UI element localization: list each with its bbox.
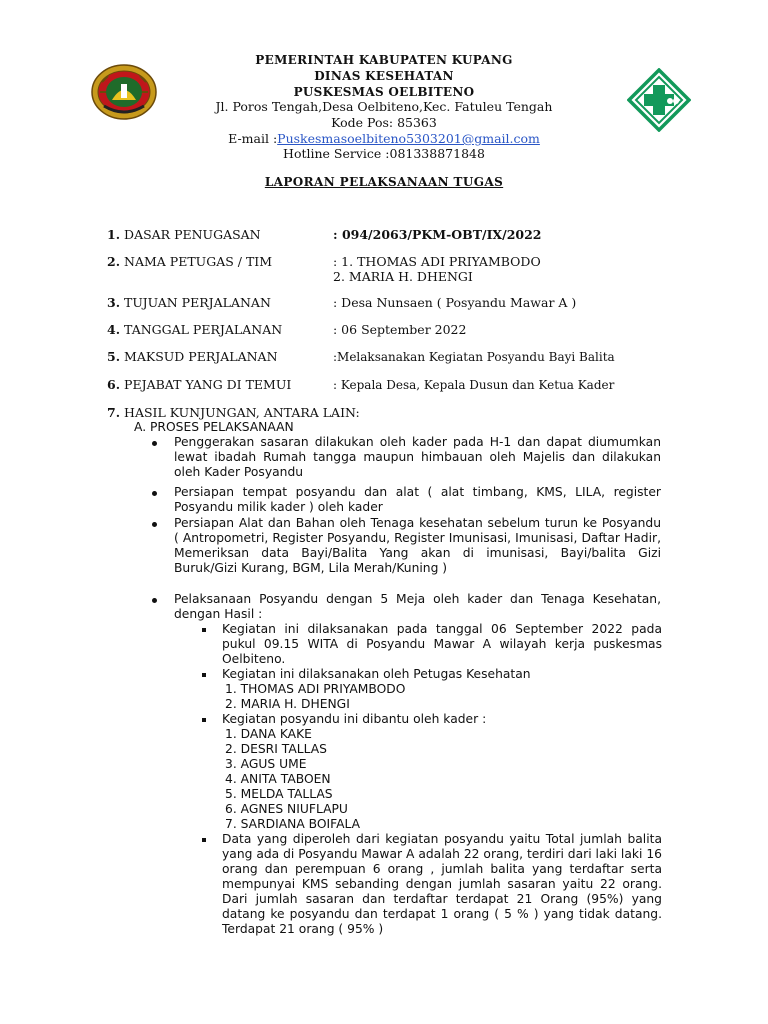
petugas-item: 1. THOMAS ADI PRIYAMBODO (225, 682, 406, 696)
header-hotline: Hotline Service :081338871848 (283, 146, 485, 161)
petugas-item: 2. MARIA H. DHENGI (225, 697, 350, 711)
sub-bullet-dibantu-kader: Kegiatan posyandu ini dibantu oleh kader : (222, 712, 487, 726)
kader-item: 3. AGUS UME (225, 757, 307, 771)
sub-bullet-square (202, 628, 206, 632)
value-maksud-perjalanan: :Melaksanakan Kegiatan Posyandu Bayi Balita (333, 350, 615, 364)
item-hasil-kunjungan: 7. HASIL KUNJUNGAN, ANTARA LAIN: (107, 405, 360, 420)
bullet-pelaksanaan-posyandu: Pelaksanaan Posyandu dengan 5 Meja oleh kader dan Tenaga Kesehatan, dengan Hasil : (174, 592, 661, 621)
header-postal-code: Kode Pos: 85363 (331, 115, 437, 130)
item-tujuan-perjalanan: 3. TUJUAN PERJALANAN (107, 295, 271, 310)
sub-bullet-petugas-kesehatan: Kegiatan ini dilaksanakan oleh Petugas Kesehatan (222, 667, 531, 681)
sub-bullet-tanggal-kegiatan: Kegiatan ini dilaksanakan pada tanggal 06 September 2022 pada pukul 09.15 WITA di Posyandu Mawar A wilayah kerja puskesmas Oelbiteno. (222, 622, 662, 666)
kader-item: 6. AGNES NIUFLAPU (225, 802, 348, 816)
value-tujuan-perjalanan: : Desa Nunsaen ( Posyandu Mawar A ) (333, 295, 577, 310)
bullet-dot (152, 598, 157, 603)
item-pejabat-ditemui: 6. PEJABAT YANG DI TEMUI (107, 377, 292, 392)
value-dasar-penugasan: : 094/2063/PKM-OBT/IX/2022 (333, 227, 542, 242)
subheading-proses-pelaksanaan: A. PROSES PELAKSANAAN (134, 420, 294, 434)
kader-item: 7. SARDIANA BOIFALA (225, 817, 361, 831)
kader-item: 1. DANA KAKE (225, 727, 312, 741)
value-nama-petugas-2: 2. MARIA H. DHENGI (333, 269, 473, 284)
sub-bullet-square (202, 718, 206, 722)
sub-bullet-square (202, 673, 206, 677)
email-link[interactable]: Puskesmasoelbiteno5303201@gmail.com (277, 131, 540, 146)
email-label: E-mail : (228, 131, 278, 146)
sub-bullet-square (202, 838, 206, 842)
header-department: DINAS KESEHATAN (314, 69, 454, 83)
item-tanggal-perjalanan: 4. TANGGAL PERJALANAN (107, 322, 283, 337)
report-title: LAPORAN PELAKSANAAN TUGAS (264, 175, 504, 189)
value-pejabat-ditemui: : Kepala Desa, Kepala Dusun dan Ketua Kader (333, 378, 615, 392)
bullet-penggerakan-sasaran: Penggerakan sasaran dilakukan oleh kader pada H-1 dan dapat diumumkan lewat ibadah Rumah tangga maupun himbauan oleh Majelis dan dilakukan oleh Kader Posyandu (174, 435, 661, 479)
kader-item: 5. MELDA TALLAS (225, 787, 333, 801)
bullet-persiapan-alat: Persiapan Alat dan Bahan oleh Tenaga kesehatan sebelum turun ke Posyandu ( Antropometri, Register Posyandu, Register Imunisasi, Imunisasi, Daftar Hadir, Memeriksan data Bayi/Balita Yang akan di imunisasi, Bayi/balita Gizi Buruk/Gizi Kurang, BGM, Lila Merah/Kuning ) (174, 516, 661, 575)
item-maksud-perjalanan: 5. MAKSUD PERJALANAN (107, 349, 278, 364)
bullet-persiapan-tempat: Persiapan tempat posyandu dan alat ( alat timbang, KMS, LILA, register Posyandu milik kader ) oleh kader (174, 485, 661, 514)
kader-item: 4. ANITA TABOEN (225, 772, 331, 786)
bullet-dot (152, 522, 157, 527)
header-government: PEMERINTAH KABUPATEN KUPANG (255, 53, 513, 67)
header-puskesmas: PUSKESMAS OELBITENO (293, 85, 475, 99)
value-nama-petugas-1: : 1. THOMAS ADI PRIYAMBODO (333, 254, 541, 269)
bullet-dot (152, 441, 157, 446)
item-nama-petugas: 2. NAMA PETUGAS / TIM (107, 254, 273, 269)
bullet-dot (152, 491, 157, 496)
item-dasar-penugasan: 1. DASAR PENUGASAN (107, 227, 261, 242)
header-email-line (0, 131, 768, 147)
kader-item: 2. DESRI TALLAS (225, 742, 327, 756)
sub-bullet-data-diperoleh: Data yang diperoleh dari kegiatan posyandu yaitu Total jumlah balita yang ada di Posyandu Mawar A adalah 22 orang, terdiri dari laki laki 16 orang dan perempuan 6 orang , jumlah balita yang terdaftar serta mempunyai KMS sebanding dengan jumlah sasaran yaitu 22 orang. Dari jumlah sasaran dan terdaftar terdapat 21 Orang (95%) yang datang ke posyandu dan terdapat 1 orang ( 5 % ) yang tidak datang. Terdapat 21 orang ( 95% ) (222, 832, 662, 936)
header-address: Jl. Poros Tengah,Desa Oelbiteno,Kec. Fatuleu Tengah (215, 99, 553, 114)
value-tanggal-perjalanan: : 06 September 2022 (333, 322, 467, 337)
